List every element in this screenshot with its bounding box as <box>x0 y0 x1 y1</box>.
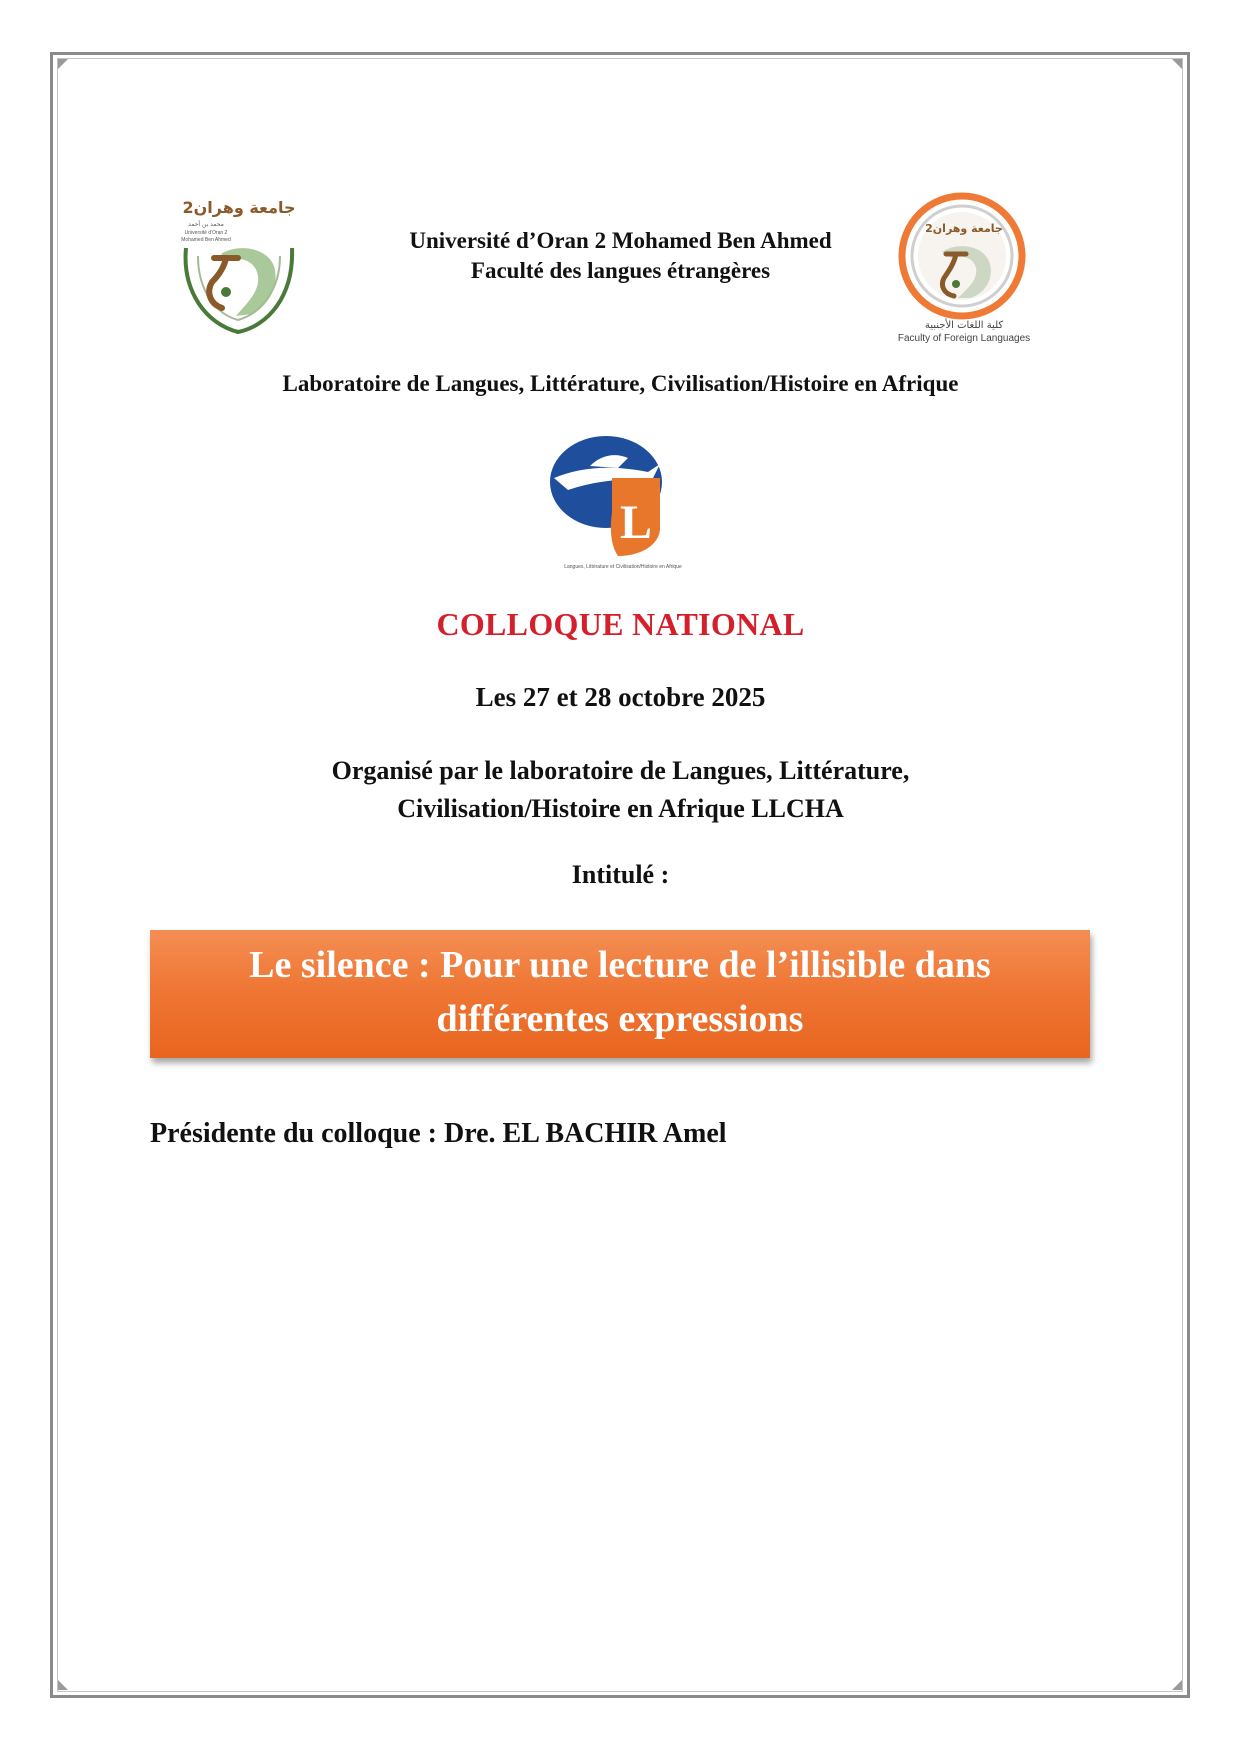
left-logo-latin-1: Université d'Oran 2 <box>184 230 228 236</box>
left-logo-arabic: جامعة وهران2 <box>182 198 296 217</box>
llcha-lab-logo <box>548 434 698 572</box>
title-label: Intitulé : <box>571 860 670 889</box>
corner-ornament-top-left <box>58 59 68 69</box>
lab-logo-caption: Langues, Littérature et Civilisation/Histoire en Afrique <box>564 564 682 570</box>
left-logo-arabic-name: محمد بن أحمد <box>188 221 224 228</box>
colloquium-title-line-1: Le silence : Pour une lecture de l’illisible dans <box>249 944 991 986</box>
laboratory-name: Laboratoire de Langues, Littérature, Civilisation/Histoire en Afrique <box>282 371 959 396</box>
colloquium-president: Présidente du colloque : Dre. EL BACHIR Amel <box>150 1118 727 1149</box>
colloquium-title-line-2: différentes expressions <box>436 998 804 1040</box>
corner-ornament-bottom-right <box>1172 1680 1182 1690</box>
colloquium-title-box <box>150 930 1090 1058</box>
right-logo-arabic-top: جامعة وهران2 <box>925 222 1003 235</box>
event-dates: Les 27 et 28 octobre 2025 <box>475 682 766 712</box>
right-logo-latin: Faculty of Foreign Languages <box>898 333 1031 344</box>
faculty-name: Faculté des langues étrangères <box>470 258 771 283</box>
organiser-line-2: Civilisation/Histoire en Afrique LLCHA <box>397 794 844 823</box>
corner-ornament-bottom-left <box>58 1680 68 1690</box>
university-name: Université d’Oran 2 Mohamed Ben Ahmed <box>409 228 832 253</box>
university-heading <box>0 226 1241 286</box>
left-logo-latin-2: Mohamed Ben Ahmed <box>181 237 231 243</box>
event-type: COLLOQUE NATIONAL <box>436 606 805 642</box>
right-logo-arabic-bottom: كلية اللغات الأجنبية <box>924 320 1004 331</box>
organiser-line-1: Organisé par le laboratoire de Langues, Littérature, <box>331 756 910 785</box>
corner-ornament-top-right <box>1172 59 1182 69</box>
event-organiser <box>0 752 1241 828</box>
lab-logo-letter: L <box>619 496 653 549</box>
